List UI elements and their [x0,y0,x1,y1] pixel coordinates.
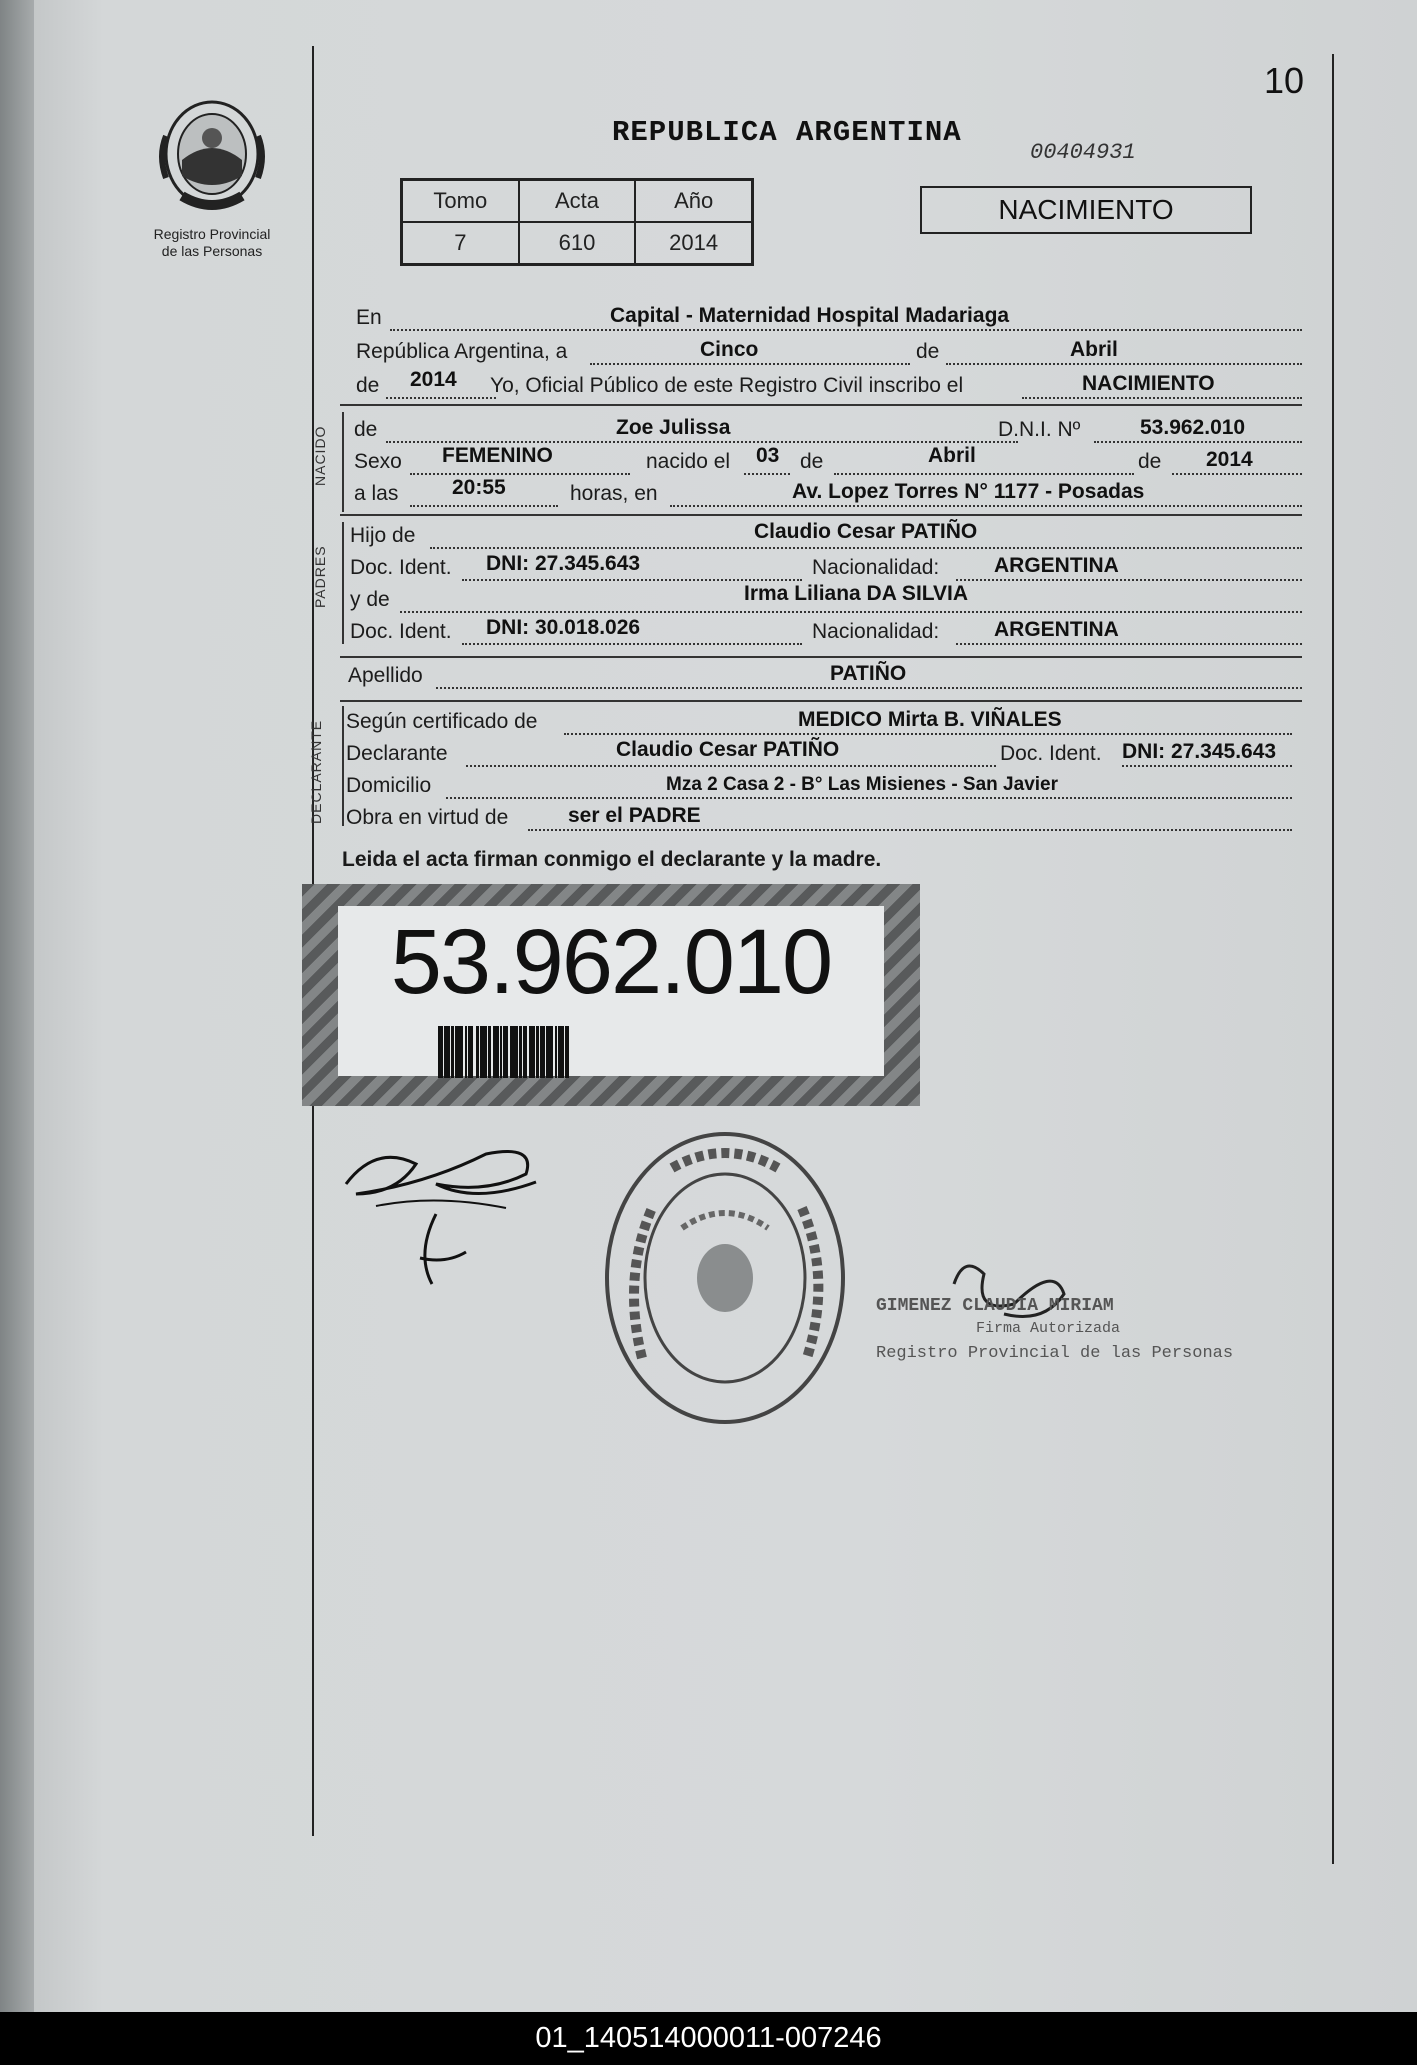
padre-nac: ARGENTINA [994,554,1119,577]
madre-value: Irma Liliana DA SILVIA [744,582,969,605]
separator-4 [340,700,1302,702]
madre-doc-label: Doc. Ident. [350,620,452,643]
padre-doc: DNI: 27.345.643 [486,552,641,575]
barcode-bar [510,1026,518,1078]
field-declarante [346,738,1292,770]
obra-value: ser el PADRE [568,804,701,827]
document-title: REPUBLICA ARGENTINA [612,116,962,149]
section-padres-brace [342,522,344,644]
record-type-box: NACIMIENTO [920,186,1252,234]
declarante-value: Claudio Cesar PATIÑO [616,738,840,761]
segun-label: Según certificado de [346,710,538,733]
nacido-de-label: de [800,450,824,473]
field-y-de [350,584,1302,616]
de2-label: de [356,374,380,397]
section-declarante-brace [342,706,344,826]
registrar-office: Registro Provincial de las Personas [876,1344,1234,1363]
dni-sticker [302,884,920,1106]
padre-value: Claudio Cesar PATIÑO [754,520,978,543]
field-segun [346,706,1292,738]
padre-nac-label: Nacionalidad: [812,556,940,579]
mes-value: Abril [1070,338,1118,361]
apellido-value: PATIÑO [830,662,907,685]
field-anio-inscripcion [356,370,1302,402]
de-label: de [916,340,940,363]
anio-value: 2014 [410,368,457,391]
table-header-tomo: Tomo [402,180,519,222]
nacido-anio: 2014 [1206,448,1253,471]
logo-caption-line1: Registro Provincial [153,226,271,242]
domicilio-value: Mza 2 Casa 2 - B° Las Misienes - San Javier [666,774,1058,795]
nacido-dia: 03 [756,444,780,467]
serial-number: 00404931 [1030,140,1136,165]
sexo-value: FEMENINO [442,444,553,467]
nacido-de2-label: de [1138,450,1162,473]
madre-doc: DNI: 30.018.026 [486,616,641,639]
field-sexo [354,446,1302,478]
madre-nac: ARGENTINA [994,618,1119,641]
dni-sticker-panel [338,906,884,1076]
table-value-anio: 2014 [635,222,752,264]
registrar-name: GIMENEZ CLAUDIA MIRIAM [876,1296,1114,1316]
field-apellido [348,660,1302,692]
logo-caption [128,226,296,260]
field-obra [346,802,1292,834]
field-hijo-de [350,520,1302,552]
dni-value: 53.962.010 [1140,416,1246,439]
lugar-value: Av. Lopez Torres N° 1177 - Posadas [792,480,1145,503]
dni-barcode [438,1026,808,1078]
dni-sticker-number: 53.962.010 [390,911,832,1013]
field-hora-lugar [354,478,1302,510]
section-declarante-label: DECLARANTE [308,719,324,824]
field-padre-doc [350,552,1302,584]
obra-label: Obra en virtud de [346,806,509,829]
table-header-anio: Año [635,180,752,222]
declarante-label: Declarante [346,742,448,765]
certificado-value: MEDICO Mirta B. VIÑALES [798,708,1062,731]
province-coat-of-arms-logo [152,96,272,216]
separator-3 [340,656,1302,658]
nombre-value: Zoe Julissa [616,416,731,439]
section-nacido-label: NACIDO [312,425,328,486]
inscripcion-value: NACIMIENTO [1082,372,1215,395]
barcode-bar [455,1026,463,1078]
madre-nac-label: Nacionalidad: [812,620,940,643]
barcode-bar [546,1026,553,1078]
alas-label: a las [354,482,399,505]
field-domicilio [346,770,1292,802]
page-edge [0,0,34,2012]
field-madre-doc [350,616,1302,648]
table-value-tomo: 7 [402,222,519,264]
barcode-bar [565,1026,569,1078]
sexo-label: Sexo [354,450,402,473]
dni-label: D.N.I. Nº [998,418,1081,441]
declarant-signature [336,1134,556,1304]
table-header-acta: Acta [519,180,636,222]
field-fecha [356,336,1302,368]
field-en [356,302,1302,334]
y-de-label: y de [350,588,390,611]
official-seal-stamp [602,1128,848,1428]
scan-footer-code: 01_140514000011-007246 [0,2012,1417,2065]
declarante-doc-label: Doc. Ident. [1000,742,1102,765]
barcode-bar [480,1026,487,1078]
nombre-label: de [354,418,378,441]
right-margin-line [1332,54,1334,1864]
en-label: En [356,306,382,329]
en-value: Capital - Maternidad Hospital Madariaga [610,304,1010,327]
field-nombre [354,414,1302,446]
hora-value: 20:55 [452,476,506,499]
dia-value: Cinco [700,338,759,361]
padre-doc-label: Doc. Ident. [350,556,452,579]
hijo-de-label: Hijo de [350,524,416,547]
closing-statement: Leida el acta firman conmigo el declarante y la madre. [342,848,882,871]
table-value-acta: 610 [519,222,636,264]
domicilio-label: Domicilio [346,774,432,797]
separator-1 [340,404,1302,406]
record-table [400,178,754,266]
republica-label: República Argentina, a [356,340,568,363]
oficial-text: Yo, Oficial Público de este Registro Civil inscribo el [490,374,964,397]
registrar-role: Firma Autorizada [976,1320,1121,1337]
section-nacido-brace [342,412,344,512]
section-padres-label: PADRES [312,545,328,608]
nacido-mes: Abril [928,444,976,467]
page-number: 10 [1264,60,1305,101]
separator-2 [340,514,1302,516]
horas-en-label: horas, en [570,482,658,505]
declarante-doc: DNI: 27.345.643 [1122,740,1277,763]
logo-caption-line2: de las Personas [161,243,263,259]
apellido-label: Apellido [348,664,423,687]
nacido-el-label: nacido el [646,450,731,473]
